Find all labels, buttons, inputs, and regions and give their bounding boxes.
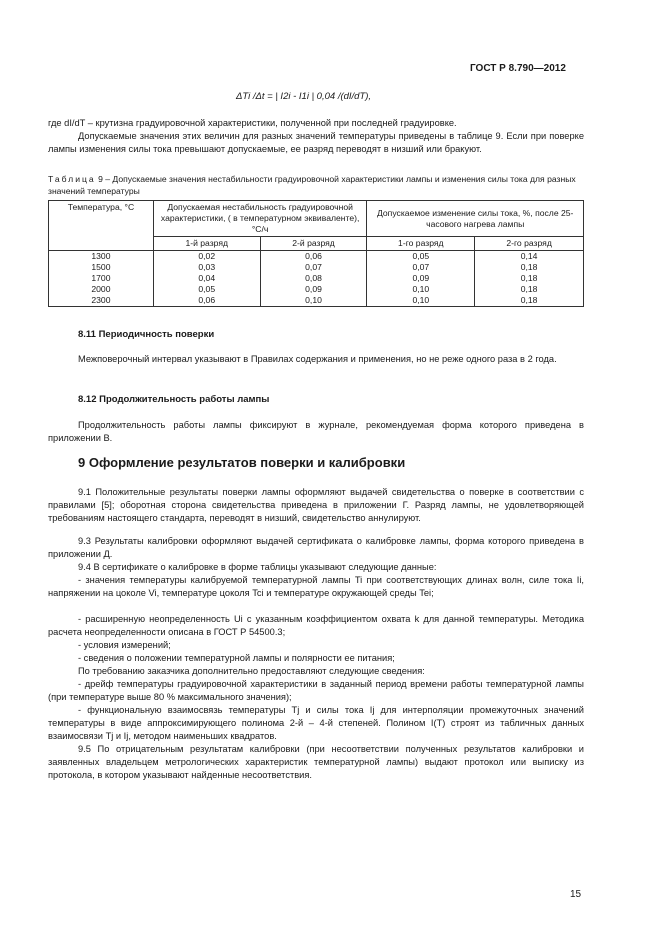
cell-value: 0,03 <box>153 262 260 273</box>
cell-value: 0,10 <box>367 284 475 295</box>
cell-value: 0,10 <box>367 295 475 307</box>
table-row <box>49 295 584 307</box>
paragraph-9-5: 9.5 По отрицательным результатам калибровки (при несоответствии полученных результатов калибровки и заявленных владельцем метрологических характеристик температурной лампы) выдают протокол или выписку из протокола, в котором указывают найденные несоответствия. <box>48 744 584 780</box>
cell-value: 0,18 <box>475 262 584 273</box>
cell-value: 0,10 <box>260 295 367 307</box>
list-item-position: - сведения о положении температурной лампы и полярности ее питания; <box>78 653 395 663</box>
cell-value: 0,05 <box>153 284 260 295</box>
table-caption <box>48 173 584 197</box>
table-caption-text: 9 – Допускаемые значения нестабильности градуировочной характеристики лампы и изменения силы тока для разных значений температуры <box>48 174 576 196</box>
heading-section-9: 9 Оформление результатов поверки и калибровки <box>78 455 406 470</box>
cell-value: 0,18 <box>475 273 584 284</box>
cell-value: 0,14 <box>475 251 584 263</box>
paragraph-9-1: 9.1 Положительные результаты поверки лампы оформляют выдачей свидетельства о поверке в соответствии с правилами [5]; оборотная сторона свидетельства приведена в приложении Г. Разряд лампы, не удовлетворяющей требованиям настоящего стандарта, переводят в низший, свидетельство аннулируют. <box>48 487 584 523</box>
where-clause: где dI/dT – крутизна градуировочной характеристики, полученной при последней градуировке. <box>48 118 457 128</box>
paragraph-8-11: Межповерочный интервал указывают в Правилах содержания и применения, но не реже одного раза в 2 года. <box>78 354 557 364</box>
cell-temperature: 1300 <box>49 251 154 263</box>
list-item-polynomial: - функциональную взаимосвязь температуры Tj и силы тока Ij для интерполяции промежуточных значений температуры в виде аппроксимирующего полинома 2-й – 4-й степеней. Полином I(T) строят из табличных данных взаимосвязи Tj и Ij, методом наименьших квадратов. <box>48 705 584 741</box>
cell-value: 0,09 <box>367 273 475 284</box>
col-current-change: Допускаемое изменение силы тока, %, после 25-часового нагрева лампы <box>367 201 584 237</box>
paragraph-8-12: Продолжительность работы лампы фиксируют в журнале, рекомендуемая форма которого приведена в приложении В. <box>48 420 584 443</box>
formula: ΔTi /Δt = | I2i - I1i | 0,04 /(dI/dT), <box>236 91 372 102</box>
col-instability: Допускаемая нестабильность градуировочной характеристики, ( в температурном эквиваленте), °С/ч <box>153 201 367 237</box>
list-item-values: - значения температуры калибруемой температурной лампы Ti при соответствующих длинах волн, силе тока Ii, напряжении на цоколе Vi, температуре цоколя Tci и температуре окружающей среды Tei; <box>48 575 584 598</box>
cell-value: 0,05 <box>367 251 475 263</box>
table-caption-word: Таблица <box>48 174 96 184</box>
standard-header: ГОСТ Р 8.790—2012 <box>470 63 566 74</box>
table-row <box>49 262 584 273</box>
subcol-instab-2: 2-й разряд <box>260 237 367 251</box>
subcol-instab-1: 1-й разряд <box>153 237 260 251</box>
cell-temperature: 2300 <box>49 295 154 307</box>
cell-value: 0,08 <box>260 273 367 284</box>
table-row <box>49 284 584 295</box>
paragraph-customer-request: По требованию заказчика дополнительно предоставляют следующие сведения: <box>78 666 425 676</box>
paragraph-9-4: 9.4 В сертификате о калибровке в форме таблицы указывают следующие данные: <box>78 562 437 572</box>
paragraph-table-ref: Допускаемые значения этих величин для разных значений температуры приведены в таблице 9. Если при поверке лампы изменения силы тока превышают допускаемые, ее разряд переводят в низший или бракуют. <box>48 131 584 154</box>
heading-8-11: 8.11 Периодичность поверки <box>78 329 215 340</box>
subcol-change-1: 1-го разряд <box>367 237 475 251</box>
cell-value: 0,07 <box>260 262 367 273</box>
list-item-conditions: - условия измерений; <box>78 640 171 650</box>
cell-temperature: 1500 <box>49 262 154 273</box>
paragraph-9-3: 9.3 Результаты калибровки оформляют выдачей сертификата о калибровке лампы, форма которого приведена в приложении Д. <box>48 536 584 559</box>
cell-value: 0,09 <box>260 284 367 295</box>
cell-value: 0,04 <box>153 273 260 284</box>
table-row <box>49 251 584 263</box>
cell-temperature: 1700 <box>49 273 154 284</box>
cell-temperature: 2000 <box>49 284 154 295</box>
col-temperature: Температура, °С <box>49 201 154 251</box>
heading-8-12: 8.12 Продолжительность работы лампы <box>78 394 270 405</box>
cell-value: 0,06 <box>260 251 367 263</box>
cell-value: 0,06 <box>153 295 260 307</box>
cell-value: 0,18 <box>475 295 584 307</box>
cell-value: 0,18 <box>475 284 584 295</box>
cell-value: 0,02 <box>153 251 260 263</box>
list-item-uncertainty: - расширенную неопределенность Ui с указанным коэффициентом охвата k для данной температуры. Методика расчета неопределенности описана в ГОСТ Р 54500.3; <box>48 614 584 637</box>
list-item-drift: - дрейф температуры градуировочной характеристики в заданный период времени работы температурной лампы (при температуре выше 80 % максимального значения); <box>48 679 584 702</box>
subcol-change-2: 2-го разряд <box>475 237 584 251</box>
page-number: 15 <box>570 889 582 900</box>
table-9 <box>48 200 584 307</box>
cell-value: 0,07 <box>367 262 475 273</box>
table-row <box>49 273 584 284</box>
